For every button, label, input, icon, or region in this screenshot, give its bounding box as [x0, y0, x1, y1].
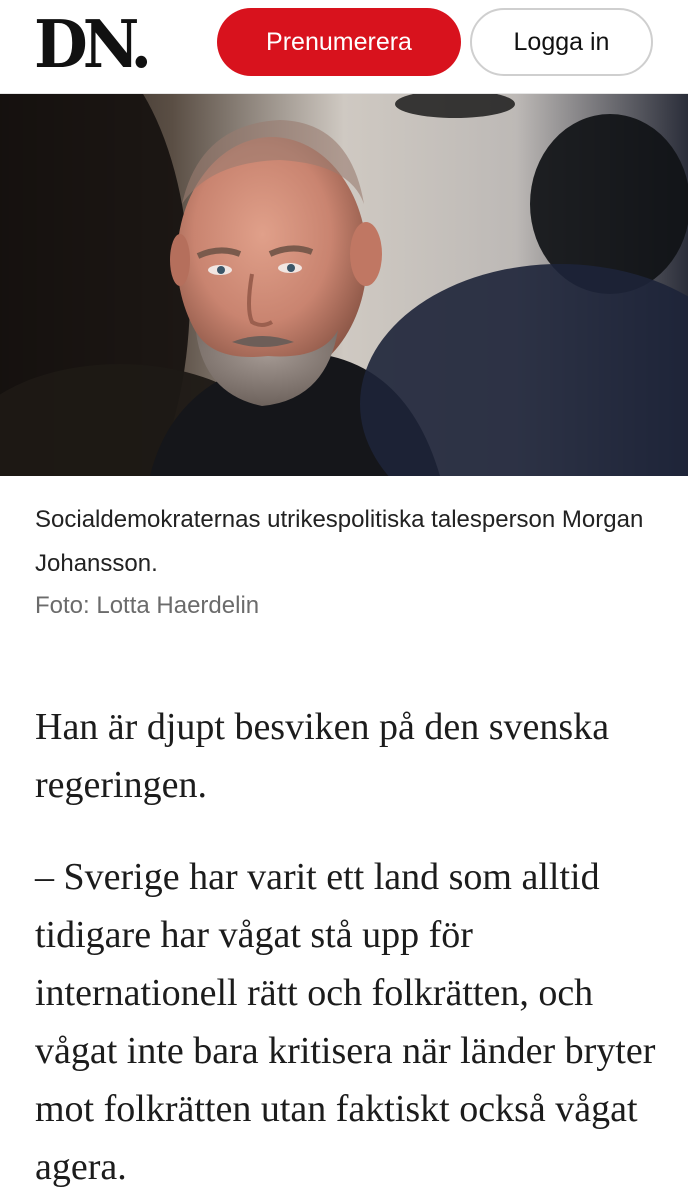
- photo-credit: Foto: Lotta Haerdelin: [35, 592, 260, 619]
- subscribe-button[interactable]: Prenumerera: [217, 8, 461, 76]
- dn-logo[interactable]: DN.: [34, 6, 148, 83]
- article-photo: [0, 94, 688, 476]
- site-header: [0, 0, 688, 94]
- article-paragraph-2: – Sverige har varit ett land som alltid tidigare har vågat stå upp för internationell rätt och folkrätten, och vågat inte bara kritisera när länder bryter mot folkrätten utan faktiskt också vågat agera.: [35, 856, 656, 1188]
- photo-caption: Socialdemokraternas utrikespolitiska talesperson Morgan Johansson.: [35, 506, 644, 577]
- article-paragraph-1: Han är djupt besviken på den svenska regeringen.: [35, 706, 610, 806]
- login-button[interactable]: Logga in: [470, 8, 653, 76]
